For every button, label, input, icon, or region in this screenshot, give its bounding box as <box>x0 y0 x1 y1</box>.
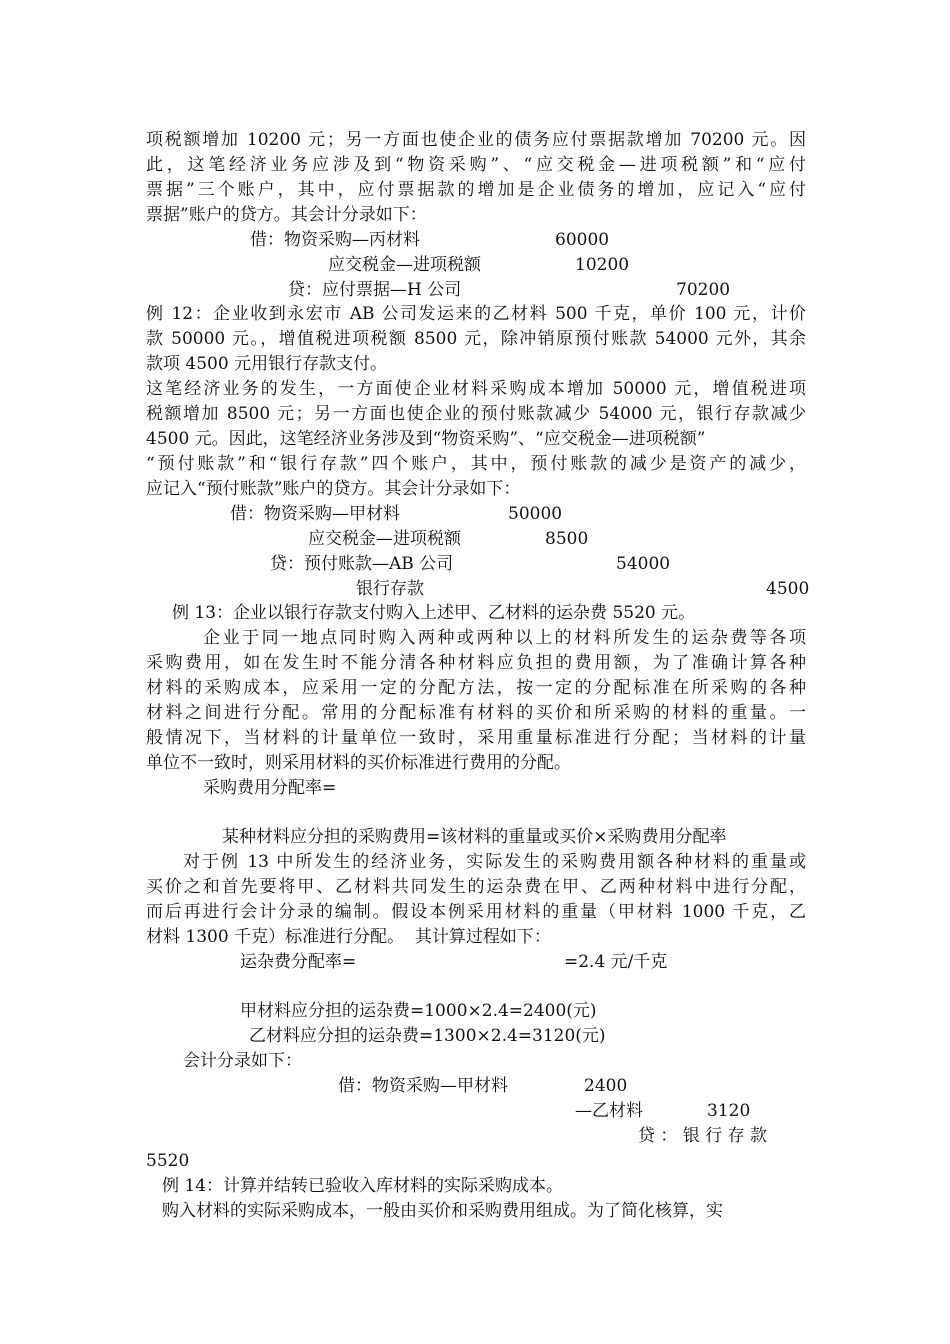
example-line: 款项 4500 元用银行存款支付。 <box>146 354 388 374</box>
paragraph-line: “预付账款”和“银行存款”四个账户，其中，预付账款的减少是资产的减少， <box>146 454 806 474</box>
paragraph-line: 买价之和首先要将甲、乙材料共同发生的运杂费在甲、乙两种材料中进行分配， <box>146 877 806 897</box>
paragraph-line: 材料的采购成本，应采用一定的分配方法，按一定的分配标准在所采购的各种 <box>146 678 806 698</box>
paragraph-line: 材料 1300 千克）标准进行分配。 其计算过程如下： <box>146 927 551 947</box>
debit-label: 借：物资采购—甲材料 <box>338 1076 508 1096</box>
credit-label: 贷：应付票据—H 公司 <box>288 280 462 300</box>
credit-amount: 54000 <box>616 554 671 574</box>
debit-amount: 3120 <box>707 1101 751 1121</box>
example-line: 例 14：计算并结转已验收入库材料的实际采购成本。 <box>162 1176 564 1196</box>
debit-amount: 8500 <box>545 529 589 549</box>
debit-amount: 60000 <box>555 230 610 250</box>
paragraph-line: 购入材料的实际采购成本，一般由买价和采购费用组成。为了简化核算，实 <box>162 1201 723 1221</box>
credit-label: 银行存款 <box>356 579 424 599</box>
example-line: 例 13：企业以银行存款支付购入上述甲、乙材料的运杂费 5520 元。 <box>172 603 696 623</box>
example-line: 款 50000 元。，增值税进项税额 8500 元，除冲销原预付账款 54000 元外，其余 <box>146 329 806 349</box>
calc-label: 运杂费分配率= <box>240 952 357 972</box>
paragraph-line: 税额增加 8500 元；另一方面也使企业的预付账款减少 54000 元，银行存款减少 <box>146 404 806 424</box>
paragraph-line: 项税额增加 10200 元；另一方面也使企业的债务应付票据款增加 70200 元。因 <box>146 130 806 150</box>
debit-label: 借：物资采购—甲材料 <box>230 504 400 524</box>
paragraph-line: 对于例 13 中所发生的经济业务，实际发生的采购费用额各种材料的重量或 <box>183 852 806 872</box>
debit-label: 应交税金—进项税额 <box>328 255 481 275</box>
paragraph-line: 采购费用，如在发生时不能分清各种材料应负担的费用额，为了准确计算各种 <box>146 653 806 673</box>
paragraph-line: 此，这笔经济业务应涉及到“物资采购”、“应交税金—进项税额”和“应付 <box>146 155 806 175</box>
formula-line: 采购费用分配率= <box>203 778 337 798</box>
paragraph-line: 4500 元。因此，这笔经济业务涉及到“物资采购”、“应交税金—进项税额” <box>146 429 706 449</box>
formula-line: 某种材料应分担的采购费用=该材料的重量或买价×采购费用分配率 <box>222 827 727 847</box>
paragraph-line: 应记入“预付账款”账户的贷方。其会计分录如下： <box>146 479 521 499</box>
paragraph-line: 票据”三个账户，其中，应付票据款的增加是企业债务的增加，应记入“应付 <box>146 180 806 200</box>
entry-intro: 会计分录如下： <box>183 1051 302 1071</box>
paragraph-line: 票据”账户的贷方。其会计分录如下： <box>146 205 427 225</box>
debit-amount: 2400 <box>584 1076 628 1096</box>
paragraph-line: 而后再进行会计分录的编制。假设本例采用材料的重量（甲材料 1000 千克，乙 <box>146 902 806 922</box>
credit-label: 贷 ： 银 行 存 款 <box>638 1126 768 1146</box>
debit-label: 应交税金—进项税额 <box>308 529 461 549</box>
credit-amount: 5520 <box>146 1151 190 1171</box>
calc-line: 乙材料应分担的运杂费=1300×2.4=3120(元) <box>249 1026 606 1046</box>
debit-label: —乙材料 <box>575 1101 643 1121</box>
credit-amount: 4500 <box>766 579 810 599</box>
calc-value: =2.4 元/千克 <box>564 952 668 972</box>
paragraph-line: 这笔经济业务的发生，一方面使企业材料采购成本增加 50000 元，增值税进项 <box>146 379 806 399</box>
paragraph-line: 企业于同一地点同时购入两种或两种以上的材料所发生的运杂费等各项 <box>203 628 806 648</box>
paragraph-line: 单位不一致时，则采用材料的买价标准进行费用的分配。 <box>146 753 571 773</box>
calc-line: 甲材料应分担的运杂费=1000×2.4=2400(元) <box>240 1001 597 1021</box>
credit-label: 贷：预付账款—AB 公司 <box>270 554 454 574</box>
debit-label: 借：物资采购—丙材料 <box>250 230 420 250</box>
paragraph-line: 材料之间进行分配。常用的分配标准有材料的买价和所采购的材料的重量。一 <box>146 703 806 723</box>
example-line: 例 12：企业收到永宏市 AB 公司发运来的乙材料 500 千克，单价 100 元，计价 <box>146 304 806 324</box>
credit-amount: 70200 <box>676 280 731 300</box>
debit-amount: 10200 <box>575 255 630 275</box>
paragraph-line: 般情况下，当材料的计量单位一致时，采用重量标准进行分配；当材料的计量 <box>146 728 806 748</box>
debit-amount: 50000 <box>508 504 563 524</box>
